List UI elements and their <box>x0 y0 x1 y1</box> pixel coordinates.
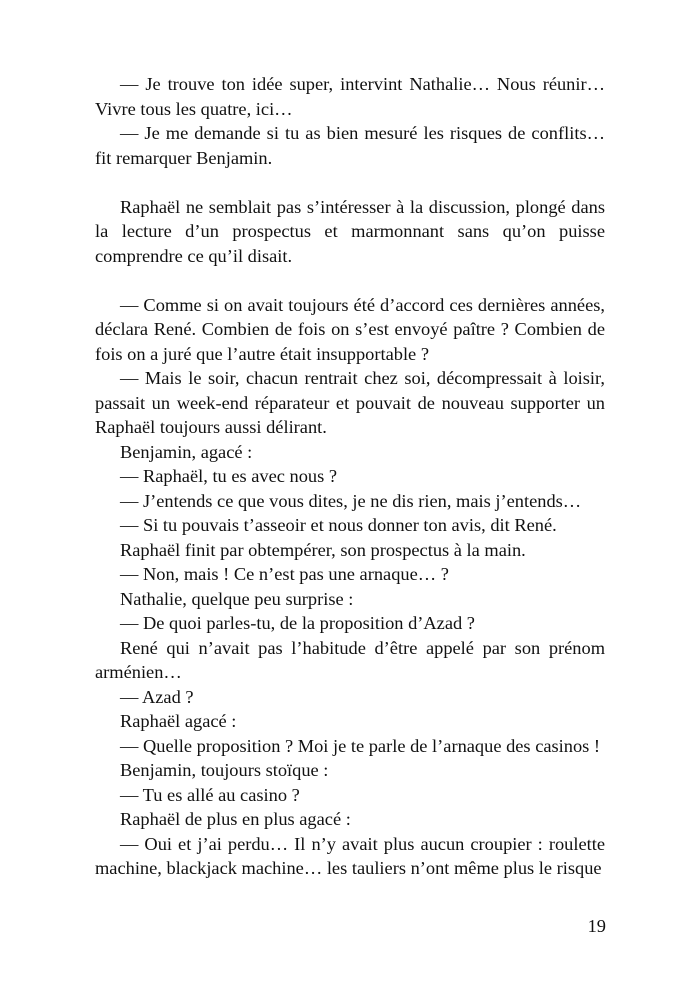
paragraph: — Oui et j’ai perdu… Il n’y avait plus aucun croupier : roulette machine, blackjack machine… les tauliers n’ont même plus le risque <box>95 833 605 878</box>
body-text <box>95 72 605 881</box>
paragraph: — Quelle proposition ? Moi je te parle de l’arnaque des casinos ! <box>120 735 601 756</box>
paragraph-gap <box>95 268 605 293</box>
paragraph: — Si tu pouvais t’asseoir et nous donner ton avis, dit René. <box>120 515 557 535</box>
paragraph: — Je me demande si tu as bien mesuré les risques de conflits… fit remarquer Benjamin. <box>95 123 605 168</box>
paragraph: Nathalie, quelque peu surprise : <box>120 588 354 609</box>
paragraph-gap <box>95 170 605 195</box>
paragraph: Raphaël de plus en plus agacé : <box>120 809 351 829</box>
page-number: 19 <box>587 916 606 936</box>
paragraph: — J’entends ce que vous dites, je ne dis rien, mais j’entends… <box>120 490 582 511</box>
paragraph: — Mais le soir, chacun rentrait chez soi, décompressait à loisir, passait un week-end réparateur et pouvait de nouveau supporter un Raphaël toujours aussi délirant. <box>95 368 605 437</box>
paragraph: Raphaël ne semblait pas s’intéresser à la discussion, plongé dans la lecture d’un prospectus et marmonnant sans qu’on puisse comprendre ce qu’il disait. <box>95 196 605 266</box>
paragraph: Benjamin, toujours stoïque : <box>120 760 329 780</box>
paragraph: — Raphaël, tu es avec nous ? <box>120 466 338 486</box>
paragraph: — De quoi parles-tu, de la proposition d’Azad ? <box>120 613 475 633</box>
paragraph: René qui n’avait pas l’habitude d’être appelé par son prénom arménien… <box>95 637 605 682</box>
paragraph: — Non, mais ! Ce n’est pas une arnaque… ? <box>120 564 449 584</box>
paragraph: — Tu es allé au casino ? <box>120 784 300 805</box>
paragraph: — Azad ? <box>120 686 194 707</box>
paragraph: Benjamin, agacé : <box>120 441 253 462</box>
paragraph: Raphaël finit par obtempérer, son prospectus à la main. <box>120 539 526 560</box>
paragraph: — Je trouve ton idée super, intervint Nathalie… Nous réunir… Vivre tous les quatre, ici… <box>95 74 605 119</box>
paragraph: — Comme si on avait toujours été d’accord ces dernières années, déclara René. Combien de fois on s’est envoyé paître ? Combien de fois on a juré que l’autre était insupportable ? <box>95 294 605 364</box>
paragraph: Raphaël agacé : <box>120 711 237 731</box>
